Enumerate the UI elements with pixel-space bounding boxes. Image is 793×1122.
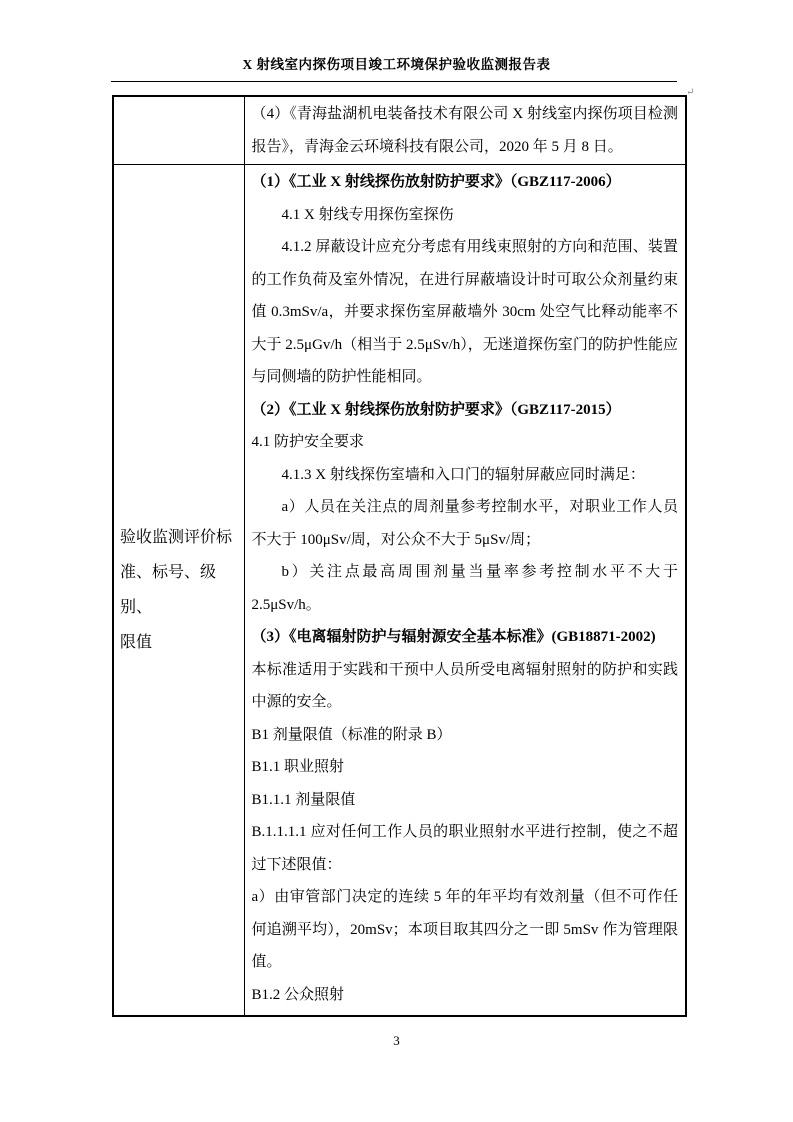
standard-paragraph: 本标准适用于实践和干预中人员所受电离辐射照射的防护和实践中源的安全。 [251, 661, 678, 710]
standard-paragraph: B1.1.1 剂量限值 [251, 791, 356, 808]
standard-paragraph: 4.1 X 射线专用探伤室探伤 [281, 206, 454, 223]
table-row-standards [113, 165, 686, 1017]
standard-heading: （2）《工业 X 射线探伤放射防护要求》（GBZ117-2015） [251, 401, 621, 418]
standard-paragraph: b）关注点最高周围剂量当量率参考控制水平不大于 2.5μSv/h。 [251, 564, 678, 613]
row2-label-cell [113, 165, 244, 1017]
standard-paragraph: a）由审管部门决定的连续 5 年的年平均有效剂量（但不可作任何追溯平均），20mSv；本项目取其四分之一即 5mSv 作为管理限值。 [251, 889, 678, 970]
row-label-line: 验收监测评价标 [120, 529, 233, 546]
standard-paragraph: 4.1.2 屏蔽设计应充分考虑有用线束照射的方向和范围、装置的工作负荷及室外情况，在进行屏蔽墙设计时可取公众剂量约束值 0.3mSv/a，并要求探伤室屏蔽墙外 30cm 处空气比释动能率不大于 2.5μGv/h（相当于 2.5μSv/h），无迷道探伤室门的防护性能应与同侧墙的防护性能相同。 [251, 239, 678, 385]
standard-paragraph: B1 剂量限值（标准的附录 B） [251, 726, 452, 743]
header-rule [111, 81, 677, 82]
row1-label-cell [113, 96, 244, 165]
table-row-references [113, 96, 686, 165]
standards-content [245, 165, 686, 1011]
row-label-line: 限值 [120, 634, 153, 651]
report-table [112, 95, 687, 1017]
standard-paragraph: 4.1 防护安全要求 [251, 434, 365, 450]
row1-content-cell [244, 96, 686, 165]
standard-paragraph: B1.1 职业照射 [251, 759, 345, 775]
standard-paragraph: 4.1.3 X 射线探伤室墙和入口门的辐射屏蔽应同时满足： [281, 466, 645, 483]
row2-content-cell [244, 165, 686, 1017]
standard-heading: （1）《工业 X 射线探伤放射防护要求》（GBZ117-2006） [251, 174, 621, 190]
standard-heading: （3）《电离辐射防护与辐射源安全基本标准》(GB18871-2002) [251, 629, 656, 645]
paragraph-mark-icon: ↵ [686, 87, 695, 98]
standard-paragraph: a）人员在关注点的周剂量参考控制水平，对职业工作人员不大于 100μSv/周，对公众不大于 5μSv/周； [251, 499, 678, 548]
row-label-line: 准、标号、级别、 [120, 564, 217, 616]
standard-paragraph: B1.2 公众照射 [251, 986, 345, 1003]
page-number: 3 [393, 1033, 400, 1048]
row-label-standards [114, 165, 244, 1015]
reference-item-4: （4）《青海盐湖机电装备技术有限公司 X 射线室内探伤项目检测报告》，青海金云环境科技有限公司，2020 年 5 月 8 日。 [251, 106, 678, 155]
row1-content [245, 97, 686, 163]
standard-paragraph: B.1.1.1.1 应对任何工作人员的职业照射水平进行控制，使之不超过下述限值： [251, 824, 678, 873]
document-header-title: X 射线室内探伤项目竣工环境保护验收监测报告表 [242, 57, 551, 72]
